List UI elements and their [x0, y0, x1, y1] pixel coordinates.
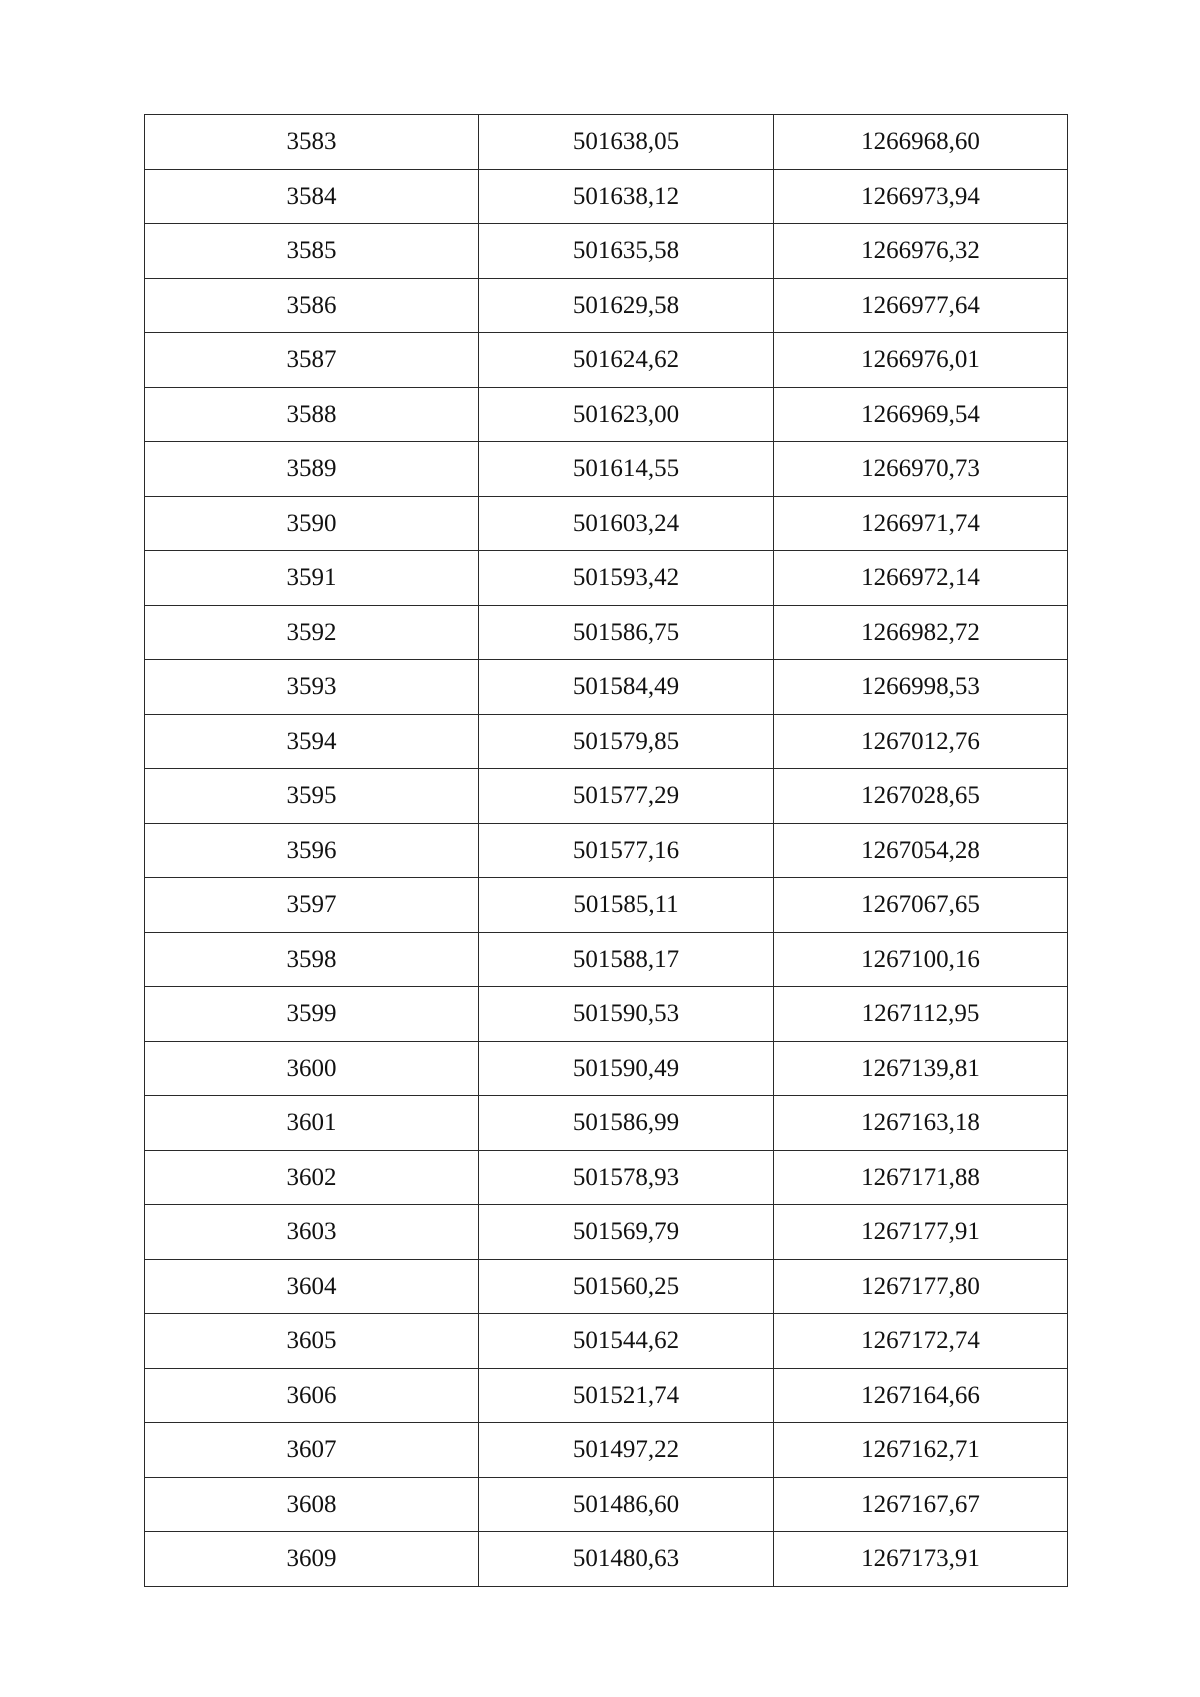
y-coordinate-cell: 1267177,80 — [774, 1259, 1068, 1314]
x-coordinate-cell: 501569,79 — [479, 1205, 774, 1260]
table-row — [145, 1477, 1068, 1532]
x-coordinate-cell: 501590,49 — [479, 1041, 774, 1096]
point-number-cell: 3596 — [145, 823, 479, 878]
point-number-cell: 3597 — [145, 878, 479, 933]
y-coordinate-cell: 1267162,71 — [774, 1423, 1068, 1478]
y-coordinate-cell: 1267171,88 — [774, 1150, 1068, 1205]
table-row — [145, 1532, 1068, 1587]
table-row — [145, 387, 1068, 442]
table-row — [145, 551, 1068, 606]
y-coordinate-cell: 1267112,95 — [774, 987, 1068, 1042]
point-number-cell: 3585 — [145, 224, 479, 279]
point-number-cell: 3583 — [145, 115, 479, 170]
table-row — [145, 278, 1068, 333]
point-number-cell: 3589 — [145, 442, 479, 497]
y-coordinate-cell: 1267167,67 — [774, 1477, 1068, 1532]
table-row — [145, 878, 1068, 933]
point-number-cell: 3588 — [145, 387, 479, 442]
y-coordinate-cell: 1267067,65 — [774, 878, 1068, 933]
x-coordinate-cell: 501521,74 — [479, 1368, 774, 1423]
y-coordinate-cell: 1266977,64 — [774, 278, 1068, 333]
x-coordinate-cell: 501544,62 — [479, 1314, 774, 1369]
y-coordinate-cell: 1267054,28 — [774, 823, 1068, 878]
y-coordinate-cell: 1267164,66 — [774, 1368, 1068, 1423]
x-coordinate-cell: 501585,11 — [479, 878, 774, 933]
table-row — [145, 605, 1068, 660]
point-number-cell: 3605 — [145, 1314, 479, 1369]
x-coordinate-cell: 501577,16 — [479, 823, 774, 878]
coordinates-table — [144, 114, 1068, 1587]
x-coordinate-cell: 501497,22 — [479, 1423, 774, 1478]
table-body — [145, 115, 1068, 1587]
x-coordinate-cell: 501579,85 — [479, 714, 774, 769]
table-row — [145, 442, 1068, 497]
x-coordinate-cell: 501614,55 — [479, 442, 774, 497]
table-row — [145, 1368, 1068, 1423]
x-coordinate-cell: 501638,12 — [479, 169, 774, 224]
point-number-cell: 3592 — [145, 605, 479, 660]
x-coordinate-cell: 501577,29 — [479, 769, 774, 824]
x-coordinate-cell: 501586,75 — [479, 605, 774, 660]
x-coordinate-cell: 501584,49 — [479, 660, 774, 715]
table-row — [145, 115, 1068, 170]
y-coordinate-cell: 1266976,32 — [774, 224, 1068, 279]
point-number-cell: 3601 — [145, 1096, 479, 1151]
point-number-cell: 3590 — [145, 496, 479, 551]
x-coordinate-cell: 501635,58 — [479, 224, 774, 279]
table-row — [145, 169, 1068, 224]
point-number-cell: 3600 — [145, 1041, 479, 1096]
x-coordinate-cell: 501480,63 — [479, 1532, 774, 1587]
x-coordinate-cell: 501578,93 — [479, 1150, 774, 1205]
x-coordinate-cell: 501486,60 — [479, 1477, 774, 1532]
point-number-cell: 3599 — [145, 987, 479, 1042]
table-row — [145, 932, 1068, 987]
point-number-cell: 3602 — [145, 1150, 479, 1205]
point-number-cell: 3584 — [145, 169, 479, 224]
table-row — [145, 1205, 1068, 1260]
x-coordinate-cell: 501623,00 — [479, 387, 774, 442]
y-coordinate-cell: 1266969,54 — [774, 387, 1068, 442]
point-number-cell: 3593 — [145, 660, 479, 715]
point-number-cell: 3598 — [145, 932, 479, 987]
table-row — [145, 333, 1068, 388]
y-coordinate-cell: 1266976,01 — [774, 333, 1068, 388]
y-coordinate-cell: 1267163,18 — [774, 1096, 1068, 1151]
y-coordinate-cell: 1266982,72 — [774, 605, 1068, 660]
x-coordinate-cell: 501603,24 — [479, 496, 774, 551]
y-coordinate-cell: 1267177,91 — [774, 1205, 1068, 1260]
table-row — [145, 1096, 1068, 1151]
y-coordinate-cell: 1267012,76 — [774, 714, 1068, 769]
table-row — [145, 1150, 1068, 1205]
point-number-cell: 3586 — [145, 278, 479, 333]
y-coordinate-cell: 1266970,73 — [774, 442, 1068, 497]
y-coordinate-cell: 1267172,74 — [774, 1314, 1068, 1369]
point-number-cell: 3591 — [145, 551, 479, 606]
x-coordinate-cell: 501624,62 — [479, 333, 774, 388]
table-row — [145, 1041, 1068, 1096]
point-number-cell: 3606 — [145, 1368, 479, 1423]
point-number-cell: 3595 — [145, 769, 479, 824]
point-number-cell: 3594 — [145, 714, 479, 769]
x-coordinate-cell: 501586,99 — [479, 1096, 774, 1151]
point-number-cell: 3603 — [145, 1205, 479, 1260]
x-coordinate-cell: 501560,25 — [479, 1259, 774, 1314]
table-row — [145, 660, 1068, 715]
table-row — [145, 714, 1068, 769]
table-row — [145, 769, 1068, 824]
table-row — [145, 987, 1068, 1042]
y-coordinate-cell: 1266972,14 — [774, 551, 1068, 606]
point-number-cell: 3587 — [145, 333, 479, 388]
point-number-cell: 3609 — [145, 1532, 479, 1587]
point-number-cell: 3604 — [145, 1259, 479, 1314]
x-coordinate-cell: 501590,53 — [479, 987, 774, 1042]
x-coordinate-cell: 501629,58 — [479, 278, 774, 333]
y-coordinate-cell: 1266971,74 — [774, 496, 1068, 551]
table-row — [145, 823, 1068, 878]
y-coordinate-cell: 1266968,60 — [774, 115, 1068, 170]
y-coordinate-cell: 1266998,53 — [774, 660, 1068, 715]
table-row — [145, 224, 1068, 279]
x-coordinate-cell: 501638,05 — [479, 115, 774, 170]
x-coordinate-cell: 501593,42 — [479, 551, 774, 606]
table-row — [145, 496, 1068, 551]
y-coordinate-cell: 1267139,81 — [774, 1041, 1068, 1096]
table-row — [145, 1259, 1068, 1314]
table-row — [145, 1314, 1068, 1369]
y-coordinate-cell: 1267028,65 — [774, 769, 1068, 824]
y-coordinate-cell: 1267100,16 — [774, 932, 1068, 987]
x-coordinate-cell: 501588,17 — [479, 932, 774, 987]
table-row — [145, 1423, 1068, 1478]
y-coordinate-cell: 1267173,91 — [774, 1532, 1068, 1587]
y-coordinate-cell: 1266973,94 — [774, 169, 1068, 224]
point-number-cell: 3607 — [145, 1423, 479, 1478]
point-number-cell: 3608 — [145, 1477, 479, 1532]
